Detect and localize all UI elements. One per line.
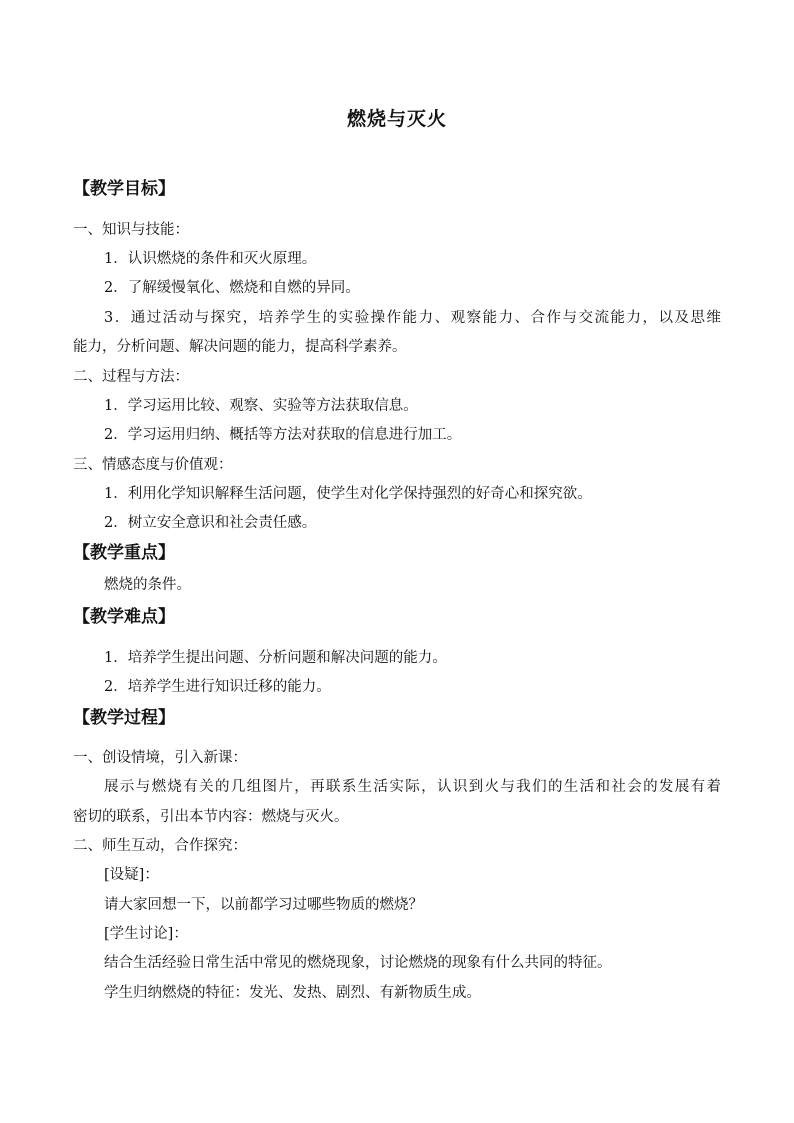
key-point-text: 燃烧的条件。 [104,577,191,593]
difficulty-item-1: 1．培养学生提出问题、分析问题和解决问题的能力。 [104,650,447,666]
knowledge-item-2: 2．了解缓慢氧化、燃烧和自燃的异同。 [104,280,360,296]
emotion-item-2: 2．树立安全意识和社会责任感。 [104,515,317,531]
process-part1-line-2: 密切的联系，引出本节内容：燃烧与灭火。 [73,809,349,825]
emotion-item-1: 1．利用化学知识解释生活问题，使学生对化学保持强烈的好奇心和探究欲。 [104,486,592,502]
process-part2-line-1: [设疑]： [104,867,159,883]
knowledge-skills-label: 一、知识与技能： [73,222,189,238]
process-methods-label: 二、过程与方法： [73,369,189,385]
knowledge-item-1: 1．认识燃烧的条件和灭火原理。 [104,251,317,267]
knowledge-item-3-continued: 能力，分析问题、解决问题的能力，提高科学素养。 [73,339,407,355]
objectives-heading: 【教学目标】 [73,179,175,199]
process-item-1: 1．学习运用比较、观察、实验等方法获取信息。 [104,398,418,414]
process-part2-line-2: 请大家回想一下，以前都学习过哪些物质的燃烧？ [104,897,423,913]
process-part1-line-1: 展示与燃烧有关的几组图片，再联系生活实际，认识到火与我们的生活和社会的发展有着 [104,779,721,795]
knowledge-item-3: 3．通过活动与探究，培养学生的实验操作能力、观察能力、合作与交流能力，以及思维 [104,310,721,326]
difficulty-heading: 【教学难点】 [73,607,175,627]
emotion-values-label: 三、情感态度与价值观： [73,457,233,473]
process-part2-line-4: 结合生活经验日常生活中常见的燃烧现象，讨论燃烧的现象有什么共同的特征。 [104,955,612,971]
document-title: 燃烧与灭火 [346,108,447,130]
process-item-2: 2．学习运用归纳、概括等方法对获取的信息进行加工。 [104,427,462,443]
key-point-heading: 【教学重点】 [73,543,175,563]
process-part1-label: 一、创设情境，引入新课： [73,750,247,766]
process-part2-line-5: 学生归纳燃烧的特征：发光、发热、剧烈、有新物质生成。 [104,985,481,1001]
difficulty-item-2: 2．培养学生进行知识迁移的能力。 [104,679,331,695]
teaching-process-heading: 【教学过程】 [73,708,175,728]
process-part2-label: 二、师生互动，合作探究： [73,838,247,854]
process-part2-line-3: [学生讨论]： [104,926,188,942]
